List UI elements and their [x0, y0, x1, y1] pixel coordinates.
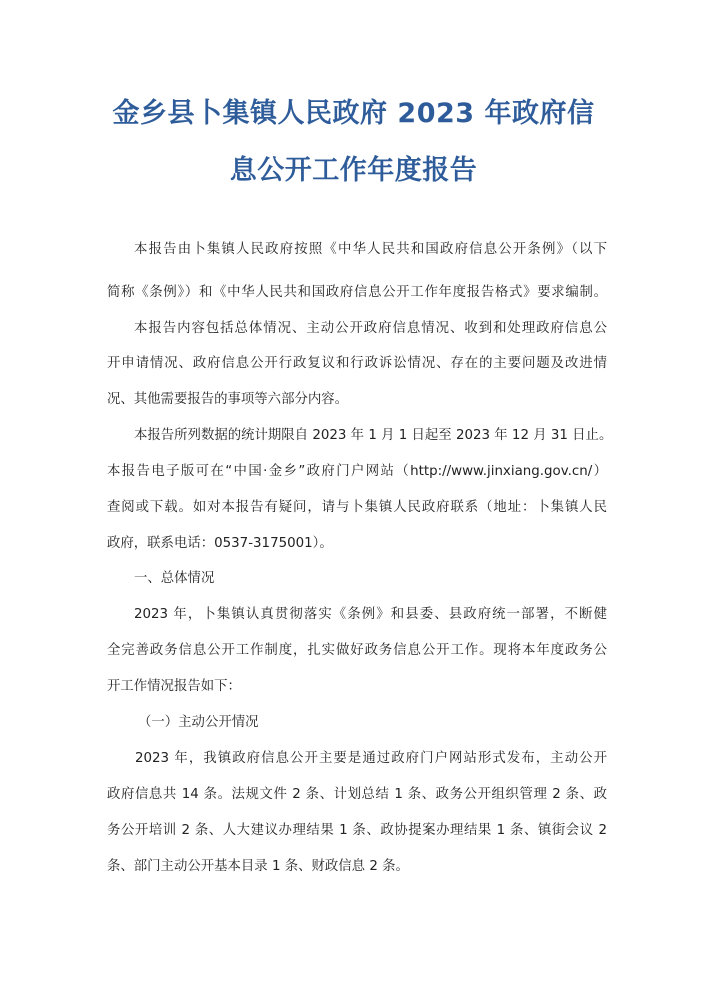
paragraph-3-line-2: 本报告电子版可在“中国·金乡”政府门户网站（http://www.jinxiang.gov.cn/）	[107, 464, 607, 479]
paragraph-5-line-1: 2023 年，我镇政府信息公开主要是通过政府门户网站形式发布，主动公开	[135, 751, 607, 766]
section-heading-general: 一、总体情况	[134, 571, 215, 586]
paragraph-1-line-1: 本报告由卜集镇人民政府按照《中华人民共和国政府信息公开条例》（以下	[134, 242, 607, 257]
paragraph-3-line-4: 政府，联系电话：0537-3175001）。	[107, 536, 333, 551]
paragraph-5-line-3: 务公开培训 2 条、人大建议办理结果 1 条、政协提案办理结果 1 条、镇街会议 2	[107, 823, 607, 838]
paragraph-2-line-2: 开申请情况、政府信息公开行政复议和行政诉讼情况、存在的主要问题及改进情	[107, 356, 607, 371]
subsection-heading-active-disclosure: （一）主动公开情况	[138, 715, 259, 730]
paragraph-1-line-2: 简称《条例》）和《中华人民共和国政府信息公开工作年度报告格式》要求编制。	[107, 285, 607, 300]
paragraph-5-line-2: 政府信息共 14 条。法规文件 2 条、计划总结 1 条、政务公开组织管理 2 条、政	[107, 787, 607, 802]
document-title-line-2: 息公开工作年度报告	[229, 155, 478, 186]
paragraph-2-line-3: 况、其他需要报告的事项等六部分内容。	[107, 392, 349, 407]
paragraph-4-line-1: 2023 年，卜集镇认真贯彻落实《条例》和县委、县政府统一部署，不断健	[134, 607, 607, 622]
paragraph-3-line-3: 查阅或下载。如对本报告有疑问，请与卜集镇人民政府联系（地址：卜集镇人民	[107, 500, 607, 515]
paragraph-2-line-1: 本报告内容包括总体情况、主动公开政府信息情况、收到和处理政府信息公	[134, 321, 607, 336]
paragraph-4-line-2: 全完善政务信息公开工作制度，扎实做好政务信息公开工作。现将本年度政务公	[107, 643, 607, 658]
paragraph-5-line-4: 条、部门主动公开基本目录 1 条、财政信息 2 条。	[107, 859, 409, 874]
document-title-line-1: 金乡县卜集镇人民政府 2023 年政府信	[112, 98, 595, 129]
paragraph-3-line-1: 本报告所列数据的统计期限自 2023 年 1 月 1 日起至 2023 年 12 月 31 日止。	[134, 428, 613, 443]
paragraph-4-line-3: 开工作情况报告如下：	[107, 679, 241, 694]
